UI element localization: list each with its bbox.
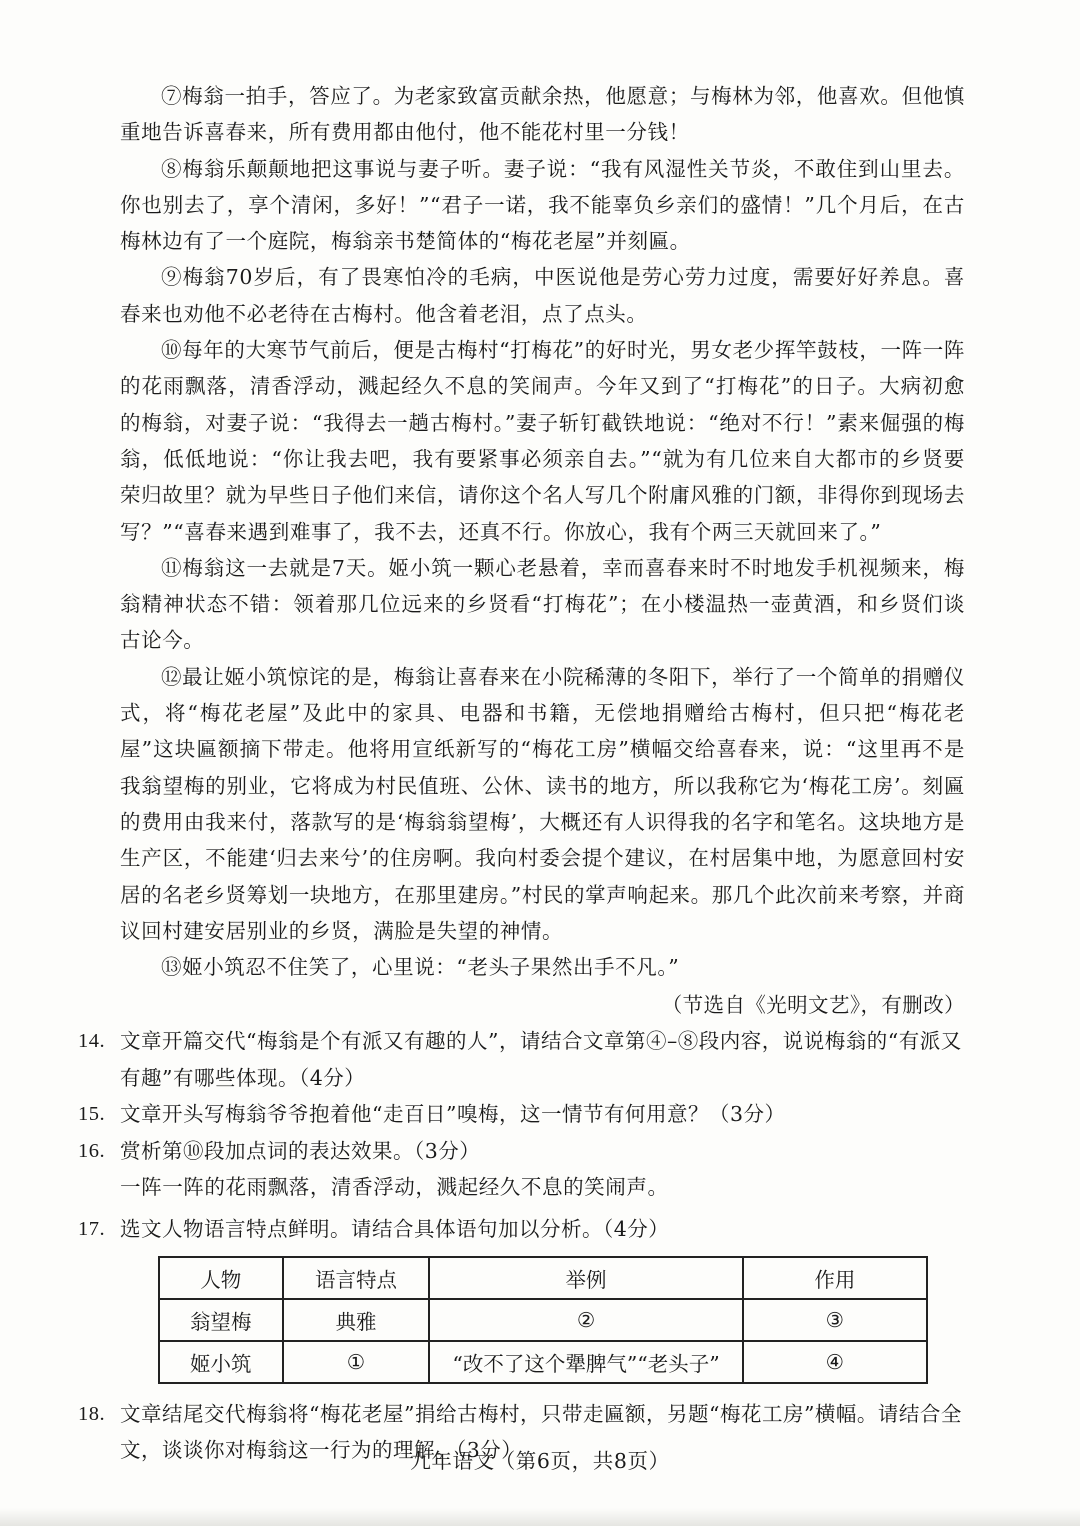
paragraph-9: ⑨梅翁70岁后，有了畏寒怕冷的毛病，中医说他是劳心劳力过度，需要好好养息。喜春来也劝他不必老待在古梅村。他含着老泪，点了点头。 (120, 265, 965, 326)
table-cell: 典雅 (283, 1299, 430, 1341)
table-cell: ④ (743, 1341, 927, 1383)
table-cell: 翁望梅 (159, 1299, 283, 1341)
question-number: 14. (78, 1030, 106, 1053)
table-cell: ③ (743, 1299, 927, 1341)
question-number: 16. (78, 1139, 106, 1162)
question-text: 赏析第⑩段加点词的表达效果。（3分） (120, 1138, 481, 1163)
table-row (159, 1299, 927, 1341)
question-16 (78, 1133, 965, 1170)
table-cell: ② (429, 1299, 742, 1341)
table-cell: 姬小筑 (159, 1341, 283, 1383)
source-citation: （节选自《光明文艺》，有删改） (661, 993, 965, 1018)
question-number: 18. (78, 1402, 106, 1425)
table-header-cell: 人物 (159, 1257, 283, 1299)
paragraph-10: ⑩每年的大寒节气前后，便是古梅村“打梅花”的好时光，男女老少挥竿鼓枝，一阵一阵的花雨飘落，清香浮动，溅起经久不息的笑闹声。今年又到了“打梅花”的日子。大病初愈的梅翁，对妻子说：“我得去一趟古梅村。”妻子斩钉截铁地说：“绝对不行！”素来倔强的梅翁，低低地说：“你让我去吧，我有要紧事必须亲自去。”“就为有几位来自大都市的乡贤要荣归故里？就为早些日子他们来信，请你这个名人写几个附庸风雅的门额，非得你到现场去写？”“喜春来遇到难事了，我不去，还真不行。你放心，我有个两三天就回来了。” (120, 338, 965, 544)
table-cell: ① (283, 1341, 430, 1383)
answer-table (158, 1256, 928, 1384)
question-16-quote: 一阵一阵的花雨飘落，清香浮动，溅起经久不息的笑闹声。 (120, 1175, 669, 1200)
question-17 (78, 1211, 965, 1248)
paragraph-12: ⑫最让姬小筑惊诧的是，梅翁让喜春来在小院稀薄的冬阳下，举行了一个简单的捐赠仪式，将“梅花老屋”及此中的家具、电器和书籍，无偿地捐赠给古梅村，但只把“梅花老屋”这块匾额摘下带走。他将用宣纸新写的“梅花工房”横幅交给喜春来，说：“这里再不是我翁望梅的别业，它将成为村民值班、公休、读书的地方，所以我称它为‘梅花工房’。刻匾的费用由我来付，落款写的是‘梅翁翁望梅’，大概还有人识得我的名字和笔名。这块地方是生产区，不能建‘归去来兮’的住房啊。我向村委会提个建议，在村居集中地，为愿意回村安居的名老乡贤筹划一块地方，在那里建房。”村民的掌声响起来。那几个此次前来考察，并商议回村建安居别业的乡贤，满脸是失望的神情。 (120, 664, 965, 943)
question-text: 文章开头写梅翁爷爷抱着他“走百日”嗅梅，这一情节有何用意？（3分） (120, 1102, 786, 1127)
page-content (78, 78, 965, 1469)
scan-edge-shadow (0, 1508, 1080, 1526)
paragraph-8: ⑧梅翁乐颠颠地把这事说与妻子听。妻子说：“我有风湿性关节炎，不敢住到山里去。你也别去了，享个清闲，多好！”“君子一诺，我不能辜负乡亲们的盛情！”几个月后，在古梅林边有了一个庭院，梅翁亲书楚简体的“梅花老屋”并刻匾。 (120, 156, 965, 254)
question-number: 15. (78, 1103, 106, 1126)
paragraph-13: ⑬姬小筑忍不住笑了，心里说：“老头子果然出手不凡。” (161, 955, 680, 980)
question-14 (78, 1023, 965, 1096)
table-row (159, 1341, 927, 1383)
paragraph-7: ⑦梅翁一拍手，答应了。为老家致富贡献余热，他愿意；与梅林为邻，他喜欢。但他慎重地告诉喜春来，所有费用都由他付，他不能花村里一分钱！ (120, 84, 965, 145)
page-footer: 九年语文（第6页，共8页） (410, 1449, 670, 1473)
question-15 (78, 1096, 965, 1133)
table-header-cell: 举例 (429, 1257, 742, 1299)
question-number: 17. (78, 1218, 106, 1241)
table-cell: “改不了这个犟脾气”“老头子” (429, 1341, 742, 1383)
paragraph-11: ⑪梅翁这一去就是7天。姬小筑一颗心老悬着，幸而喜春来时不时地发手机视频来，梅翁精神状态不错：领着那几位远来的乡贤看“打梅花”；在小楼温热一壶黄酒，和乡贤们谈古论今。 (120, 555, 965, 653)
table-header-cell: 作用 (743, 1257, 927, 1299)
question-text: 选文人物语言特点鲜明。请结合具体语句加以分析。（4分） (120, 1217, 670, 1242)
question-text: 文章结尾交代梅翁将“梅花老屋”捐给古梅村，只带走匾额，另题“梅花工房”横幅。请结合全文，谈谈你对梅翁这一行为的理解。（3分） (120, 1401, 962, 1463)
question-text: 文章开篇交代“梅翁是个有派又有趣的人”，请结合文章第④–⑧段内容，说说梅翁的“有派又有趣”有哪些体现。（4分） (120, 1029, 962, 1090)
table-header-cell: 语言特点 (283, 1257, 430, 1299)
table-header-row (159, 1257, 927, 1299)
